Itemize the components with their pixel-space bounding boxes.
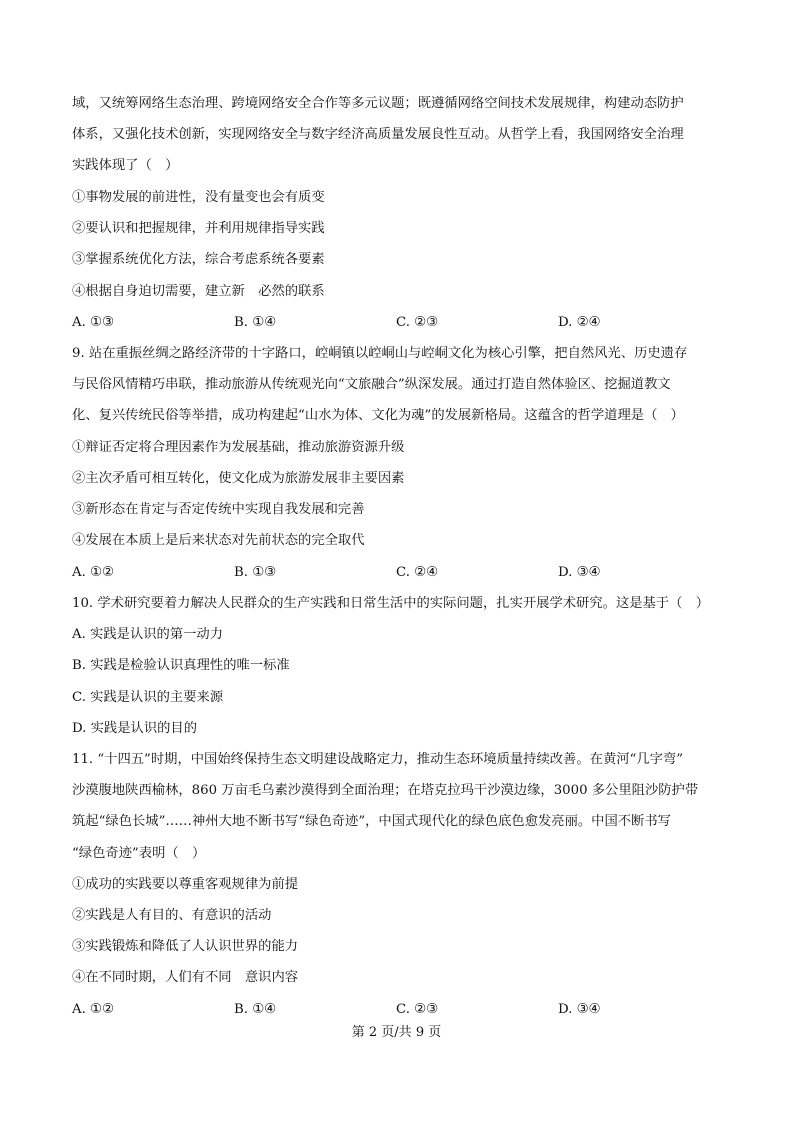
q11-stem-line-2: 沙漠腹地陕西榆林，860 万亩毛乌素沙漠得到全面治理；在塔克拉玛干沙漠边缘，3000 多公里阻沙防护带	[72, 783, 699, 798]
q8-stem-line-1: 域，又统筹网络生态治理、跨境网络安全合作等多元议题；既遵循网络空间技术发展规律，构建动态防护	[72, 96, 684, 111]
page-number-footer: 第 2 页/共 9 页	[351, 1025, 442, 1040]
q11-item-1: ①成功的实践要以尊重客观规律为前提	[72, 877, 299, 892]
q11-item-2: ②实践是人有目的、有意识的活动	[72, 908, 272, 923]
q9-stem-line-2: 与民俗风情精巧串联，推动旅游从传统观光向“文旅融合”纵深发展。通过打造自然体验区、挖掘道教文	[72, 377, 671, 392]
q8-option-a[interactable]: A. ①③	[72, 315, 114, 330]
q9-option-c[interactable]: C. ②④	[396, 565, 438, 580]
q11-option-a[interactable]: A. ①②	[72, 1002, 114, 1017]
q11-item-4: ④在不同时期，人们有不同 意识内容	[72, 970, 299, 985]
q11-stem-line-4: “绿色奇迹”表明（ ）	[72, 846, 206, 861]
q9-stem-line-1: 9. 站在重振丝绸之路经济带的十字路口，崆峒镇以崆峒山与崆峒文化为核心引擎，把自然风光、历史遗存	[72, 346, 688, 361]
q9-option-d[interactable]: D. ③④	[558, 565, 601, 580]
q10-stem-line-1: 10. 学术研究要着力解决人民群众的生产实践和日常生活中的实际问题，扎实开展学术研究。这是基于（ ）	[72, 596, 710, 611]
q10-option-d[interactable]: D. 实践是认识的目的	[72, 721, 198, 736]
q11-option-c[interactable]: C. ②③	[396, 1002, 438, 1017]
q10-option-c[interactable]: C. 实践是认识的主要来源	[72, 690, 224, 705]
q9-item-1: ①辩证否定将合理因素作为发展基础，推动旅游资源升级	[72, 440, 405, 455]
q8-stem-line-3: 实践体现了（ ）	[72, 158, 179, 173]
q9-option-b[interactable]: B. ①③	[234, 565, 277, 580]
q11-stem-line-3: 筑起“绿色长城”……神州大地不断书写“绿色奇迹”，中国式现代化的绿色底色愈发亮丽。中国不断书写	[72, 814, 671, 829]
q8-item-3: ③掌握系统优化方法，综合考虑系统各要素	[72, 252, 325, 267]
q9-item-4: ④发展在本质上是后来状态对先前状态的完全取代	[72, 533, 365, 548]
q11-options	[72, 1000, 732, 1020]
q11-option-d[interactable]: D. ③④	[558, 1002, 601, 1017]
q9-item-2: ②主次矛盾可相互转化，使文化成为旅游发展非主要因素	[72, 471, 405, 486]
q8-stem-line-2: 体系，又强化技术创新，实现网络安全与数字经济高质量发展良性互动。从哲学上看，我国网络安全治理	[72, 127, 684, 142]
q11-stem-line-1: 11. “十四五”时期，中国始终保持生态文明建设战略定力，推动生态环境质量持续改善。在黄河“几字弯”	[72, 752, 684, 767]
q10-option-b[interactable]: B. 实践是检验认识真理性的唯一标准	[72, 658, 290, 673]
q8-option-d[interactable]: D. ②④	[558, 315, 601, 330]
q9-options	[72, 563, 732, 583]
q11-item-3: ③实践锻炼和降低了人认识世界的能力	[72, 939, 299, 954]
q8-options	[72, 313, 732, 333]
q9-option-a[interactable]: A. ①②	[72, 565, 114, 580]
q8-option-c[interactable]: C. ②③	[396, 315, 438, 330]
q8-item-4: ④根据自身迫切需要，建立新 必然的联系	[72, 284, 325, 299]
q8-item-2: ②要认识和把握规律，并利用规律指导实践	[72, 221, 325, 236]
q8-option-b[interactable]: B. ①④	[234, 315, 277, 330]
q11-option-b[interactable]: B. ①④	[234, 1002, 277, 1017]
q10-option-a[interactable]: A. 实践是认识的第一动力	[72, 627, 224, 642]
q8-item-1: ①事物发展的前进性，没有量变也会有质变	[72, 190, 325, 205]
q9-item-3: ③新形态在肯定与否定传统中实现自我发展和完善	[72, 502, 365, 517]
q9-stem-line-3: 化、复兴传统民俗等举措，成功构建起“山水为体、文化为魂”的发展新格局。这蕴含的哲学道理是（ ）	[72, 408, 684, 423]
